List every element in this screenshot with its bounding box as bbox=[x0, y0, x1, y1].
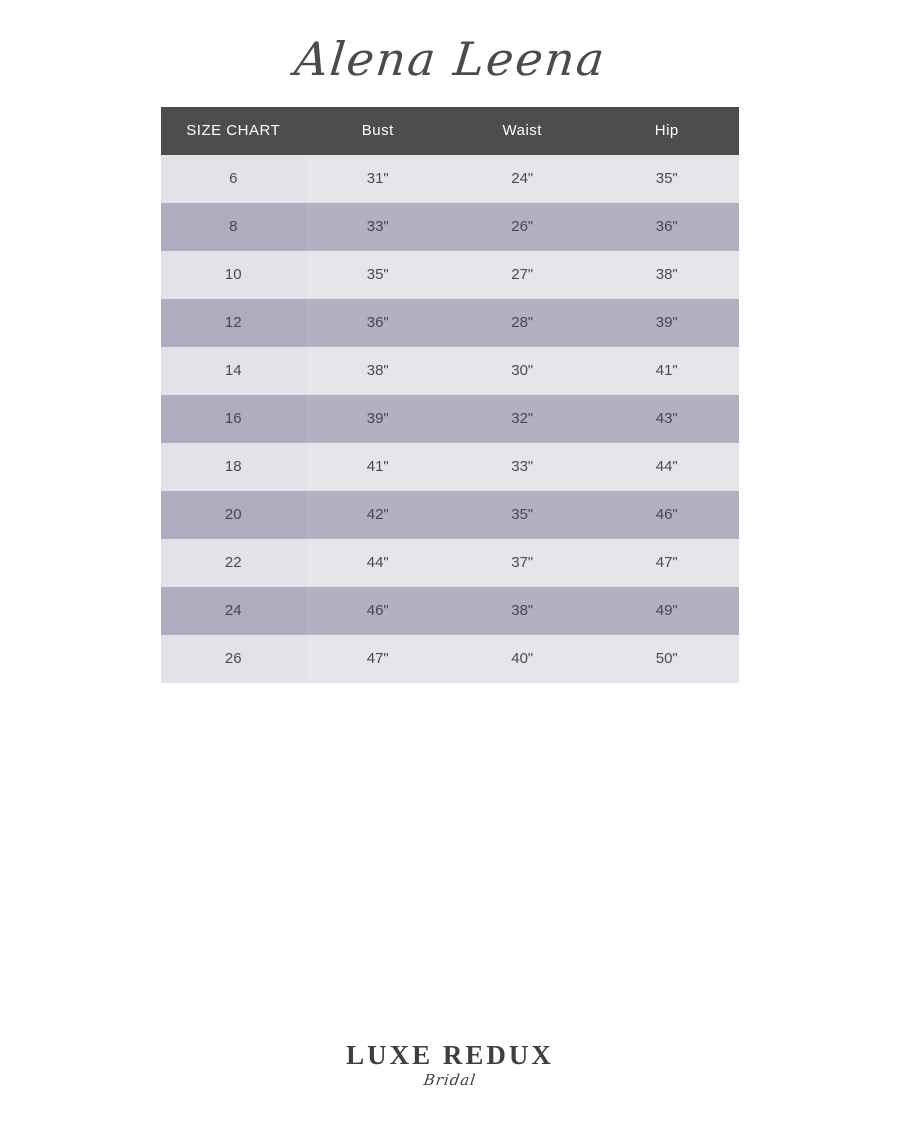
cell-bust: 31" bbox=[306, 155, 451, 203]
cell-waist: 33" bbox=[450, 443, 595, 491]
table-row bbox=[161, 443, 739, 491]
cell-hip: 41" bbox=[595, 347, 740, 395]
table-head bbox=[161, 107, 739, 155]
cell-size: 10 bbox=[161, 251, 306, 299]
cell-hip: 43" bbox=[595, 395, 740, 443]
table-row bbox=[161, 587, 739, 635]
table-row bbox=[161, 491, 739, 539]
cell-size: 6 bbox=[161, 155, 306, 203]
cell-hip: 39" bbox=[595, 299, 740, 347]
cell-bust: 39" bbox=[306, 395, 451, 443]
cell-hip: 38" bbox=[595, 251, 740, 299]
cell-waist: 32" bbox=[450, 395, 595, 443]
cell-hip: 50" bbox=[595, 635, 740, 683]
cell-bust: 41" bbox=[306, 443, 451, 491]
cell-hip: 35" bbox=[595, 155, 740, 203]
cell-bust: 47" bbox=[306, 635, 451, 683]
cell-waist: 37" bbox=[450, 539, 595, 587]
cell-waist: 24" bbox=[450, 155, 595, 203]
cell-waist: 35" bbox=[450, 491, 595, 539]
cell-waist: 38" bbox=[450, 587, 595, 635]
cell-size: 8 bbox=[161, 203, 306, 251]
cell-size: 24 bbox=[161, 587, 306, 635]
size-chart-table bbox=[161, 107, 739, 683]
cell-size: 26 bbox=[161, 635, 306, 683]
table-body bbox=[161, 155, 739, 683]
footer-logo-main: LUXE REDUX bbox=[346, 1040, 554, 1070]
cell-waist: 27" bbox=[450, 251, 595, 299]
table-row bbox=[161, 635, 739, 683]
cell-size: 16 bbox=[161, 395, 306, 443]
footer-logo-sub: Bridal bbox=[422, 1071, 478, 1089]
table-row bbox=[161, 299, 739, 347]
cell-bust: 35" bbox=[306, 251, 451, 299]
cell-bust: 33" bbox=[306, 203, 451, 251]
cell-waist: 40" bbox=[450, 635, 595, 683]
cell-size: 22 bbox=[161, 539, 306, 587]
cell-hip: 49" bbox=[595, 587, 740, 635]
footer-logo bbox=[0, 1042, 900, 1089]
cell-bust: 42" bbox=[306, 491, 451, 539]
cell-hip: 36" bbox=[595, 203, 740, 251]
cell-bust: 36" bbox=[306, 299, 451, 347]
table-row bbox=[161, 347, 739, 395]
cell-waist: 30" bbox=[450, 347, 595, 395]
table-row bbox=[161, 203, 739, 251]
cell-hip: 44" bbox=[595, 443, 740, 491]
table-header-row bbox=[161, 107, 739, 155]
cell-size: 12 bbox=[161, 299, 306, 347]
column-header-hip: Hip bbox=[595, 107, 740, 155]
cell-bust: 46" bbox=[306, 587, 451, 635]
column-header-bust: Bust bbox=[306, 107, 451, 155]
column-header-size: SIZE CHART bbox=[161, 107, 306, 155]
table-row bbox=[161, 251, 739, 299]
cell-bust: 44" bbox=[306, 539, 451, 587]
cell-hip: 47" bbox=[595, 539, 740, 587]
column-header-waist: Waist bbox=[450, 107, 595, 155]
brand-header bbox=[0, 0, 900, 85]
cell-size: 18 bbox=[161, 443, 306, 491]
cell-waist: 26" bbox=[450, 203, 595, 251]
table-row bbox=[161, 539, 739, 587]
table-row bbox=[161, 395, 739, 443]
cell-size: 14 bbox=[161, 347, 306, 395]
size-chart-container bbox=[161, 107, 739, 683]
cell-size: 20 bbox=[161, 491, 306, 539]
brand-name: Alena Leena bbox=[291, 32, 609, 86]
cell-waist: 28" bbox=[450, 299, 595, 347]
table-row bbox=[161, 155, 739, 203]
cell-hip: 46" bbox=[595, 491, 740, 539]
cell-bust: 38" bbox=[306, 347, 451, 395]
